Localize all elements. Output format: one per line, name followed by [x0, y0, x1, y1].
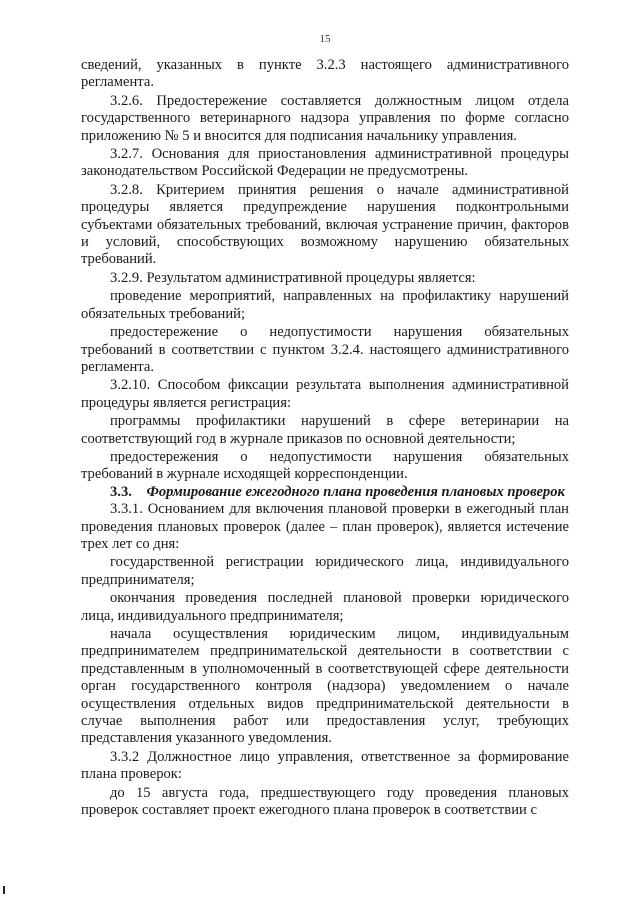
section-title: Формирование ежегодного плана проведения плановых проверок — [146, 483, 565, 500]
paragraph: начала осуществления юридическим лицом, индивидуальным предпринимателем предпринимательской деятельности в соответствии с представленным в уполномоченный в соответствующей сфере деятельности орган государственного контроля (надзора) уведомлением о начале осуществления отдельных видов предпринимательской деятельности в случае выполнения работ или предоставления услуг, требующих представления указанного уведомления. — [81, 626, 569, 747]
paragraph: 3.2.6. Предостережение составляется должностным лицом отдела государственного ветеринарного надзора управления по форме согласно приложению № 5 и вносится для подписания начальнику управления. — [81, 92, 569, 144]
paragraph: программы профилактики нарушений в сфере ветеринарии на соответствующий год в журнале приказов по основной деятельности; — [81, 413, 569, 447]
paragraph: предостережения о недопустимости нарушения обязательных требований в журнале исходящей корреспонденции. — [81, 448, 569, 483]
paragraph: 3.2.9. Результатом административной процедуры является: — [110, 269, 476, 286]
paragraph: окончания проведения последней плановой проверки юридического лица, индивидуального предпринимателя; — [81, 590, 569, 624]
paragraph: сведений, указанных в пункте 3.2.3 настоящего административного регламента. — [81, 57, 569, 91]
paragraph: предостережение о недопустимости нарушения обязательных требований в соответствии с пунктом 3.2.4. настоящего административного регламента. — [81, 324, 569, 375]
paragraph: 3.2.10. Способом фиксации результата выполнения административной процедуры является регистрация: — [81, 377, 569, 411]
paragraph: проведение мероприятий, направленных на профилактику нарушений обязательных требований; — [81, 288, 569, 322]
paragraph: 3.3.1. Основанием для включения плановой проверки в ежегодный план проведения плановых проверок (далее – план проверок), является истечение трех лет со дня: — [81, 501, 569, 552]
scan-margin-mark — [3, 886, 5, 894]
paragraphs-before — [81, 57, 569, 484]
document-body — [81, 57, 569, 819]
paragraphs-after — [81, 501, 569, 819]
paragraph: 3.3.2 Должностное лицо управления, ответственное за формирование плана проверок: — [81, 748, 569, 783]
paragraph: 3.2.7. Основания для приостановления административной процедуры законодательством Российской Федерации не предусмотрены. — [81, 146, 569, 180]
paragraph: 3.2.8. Критерием принятия решения о начале административной процедуры является предупреждение нарушения подконтрольными субъектами обязательных требований, включая устранение причин, факторов и условий, способствующих возможному нарушению обязательных требований. — [81, 181, 569, 268]
section-number: 3.3. — [110, 483, 132, 500]
paragraph: до 15 августа года, предшествующего году проведения плановых проверок составляет проект ежегодного плана проверок в соответствии с — [81, 784, 569, 819]
paragraph: государственной регистрации юридического лица, индивидуального предпринимателя; — [81, 554, 569, 588]
section-heading — [81, 484, 569, 501]
page-number: 15 — [319, 33, 331, 45]
